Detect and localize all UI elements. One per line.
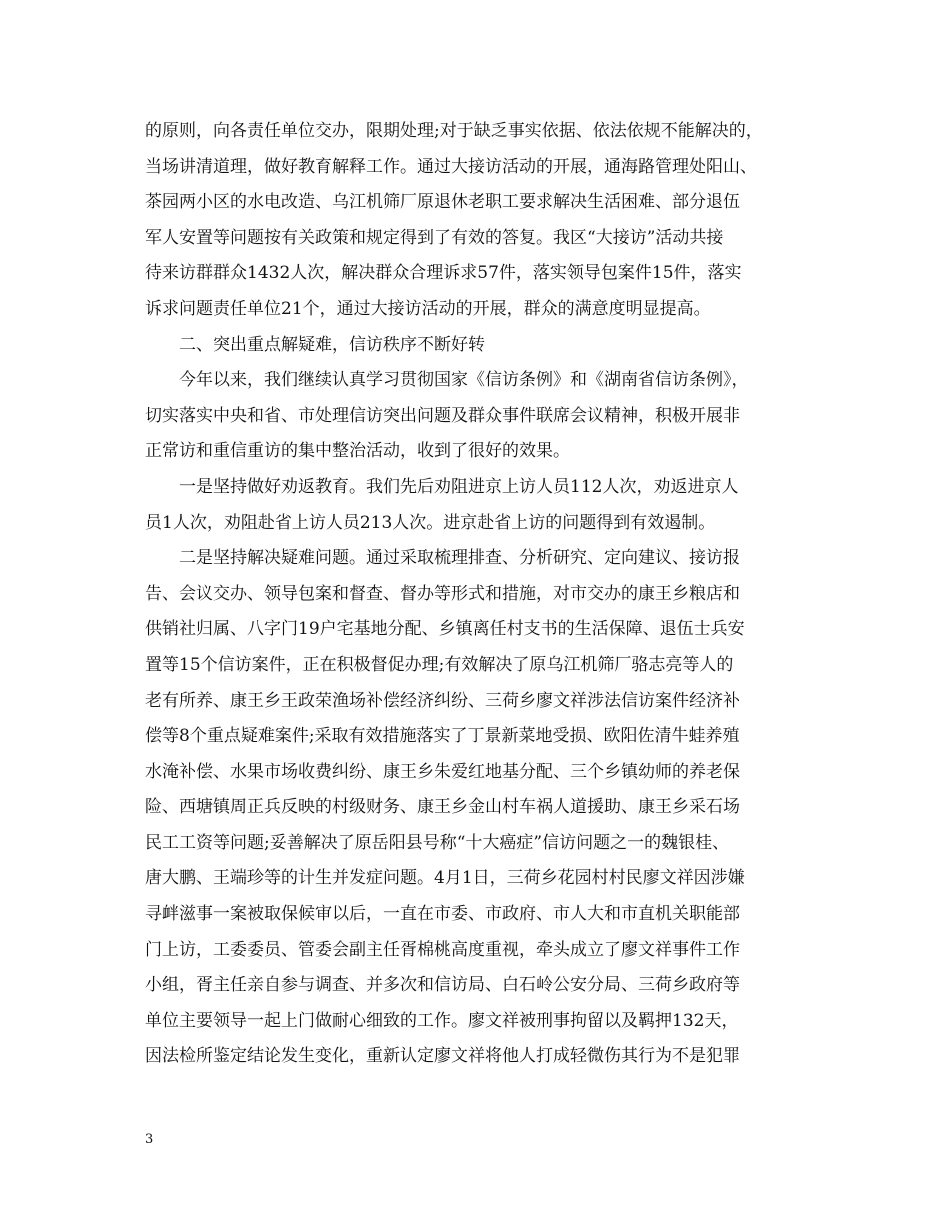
- text-line: 老有所养、康王乡王政荣渔场补偿经济纠纷、三荷乡廖文祥涉法信访案件经济补: [145, 690, 740, 711]
- text-line: 置等15个信访案件，正在积极督促办理;有效解决了原乌江机筛厂骆志亮等人的: [145, 654, 734, 675]
- text-line: 一是坚持做好劝返教育。我们先后劝阻进京上访人员112人次，劝返进京人: [145, 476, 739, 497]
- text-line: 单位主要领导一起上门做耐心细致的工作。廖文祥被刑事拘留以及羁押132天，: [145, 1010, 739, 1031]
- text-line: 当场讲清道理，做好教育解释工作。通过大接访活动的开展，通海路管理处阳山、: [145, 156, 757, 177]
- text-line: 诉求问题责任单位21个，通过大接访活动的开展，群众的满意度明显提高。: [145, 298, 711, 319]
- text-line: 茶园两小区的水电改造、乌江机筛厂原退休老职工要求解决生活困难、部分退伍: [145, 192, 740, 213]
- text-line: 待来访群群众1432人次，解决群众合理诉求57件，落实领导包案件15件，落实: [145, 263, 742, 284]
- text-line: 的原则，向各责任单位交办，限期处理;对于缺乏事实依据、依法依规不能解决的，: [145, 121, 763, 141]
- text-line: 正常访和重信重访的集中整治活动，收到了很好的效果。: [145, 441, 570, 462]
- section-heading: 二、突出重点解疑难，信访秩序不断好转: [145, 334, 485, 355]
- text-line: 门上访，工委委员、管委会副主任胥棉桃高度重视，牵头成立了廖文祥事件工作: [145, 939, 740, 960]
- text-line: 水淹补偿、水果市场收费纠纷、康王乡朱爱红地基分配、三个乡镇幼师的养老保: [145, 761, 740, 782]
- text-line: 今年以来，我们继续认真学习贯彻国家《信访条例》和《湖南省信访条例》，: [145, 370, 749, 391]
- text-line: 军人安置等问题按有关政策和规定得到了有效的答复。我区“大接访”活动共接: [145, 227, 724, 248]
- text-line: 小组，胥主任亲自参与调查、并多次和信访局、白石岭公安分局、三荷乡政府等: [145, 975, 740, 996]
- text-line: 二是坚持解决疑难问题。通过采取梳理排查、分析研究、定向建议、接访报: [145, 548, 740, 569]
- text-line: 唐大鹏、王端珍等的计生并发症问题。4月1日，三荷乡花园村村民廖文祥因涉嫌: [145, 868, 745, 889]
- document-body: [145, 114, 825, 1075]
- text-line: 偿等8个重点疑难案件;采取有效措施落实了丁景新菜地受损、欧阳佐清牛蛙养殖: [145, 726, 740, 747]
- text-line: 供销社归属、八字门19户宅基地分配、乡镇离任村支书的生活保障、退伍士兵安: [145, 619, 745, 640]
- text-line: 员1人次，劝阻赴省上访人员213人次。进京赴省上访的问题得到有效遏制。: [145, 512, 716, 533]
- page-number: 3: [145, 1132, 154, 1147]
- text-line: 寻衅滋事一案被取保候审以后，一直在市委、市政府、市人大和市直机关职能部: [145, 904, 740, 925]
- text-line: 切实落实中央和省、市处理信访突出问题及群众事件联席会议精神，积极开展非: [145, 405, 740, 426]
- text-line: 险、西塘镇周正兵反映的村级财务、康王乡金山村车祸人道援助、康王乡采石场: [145, 797, 740, 818]
- text-line: 民工工资等问题;妥善解决了原岳阳县号称“十大癌症”信访问题之一的魏银桂、: [145, 832, 730, 853]
- text-line: 因法检所鉴定结论发生变化，重新认定廖文祥将他人打成轻微伤其行为不是犯罪: [145, 1046, 740, 1067]
- text-line: 告、会议交办、领导包案和督查、督办等形式和措施，对市交办的康王乡粮店和: [145, 583, 740, 604]
